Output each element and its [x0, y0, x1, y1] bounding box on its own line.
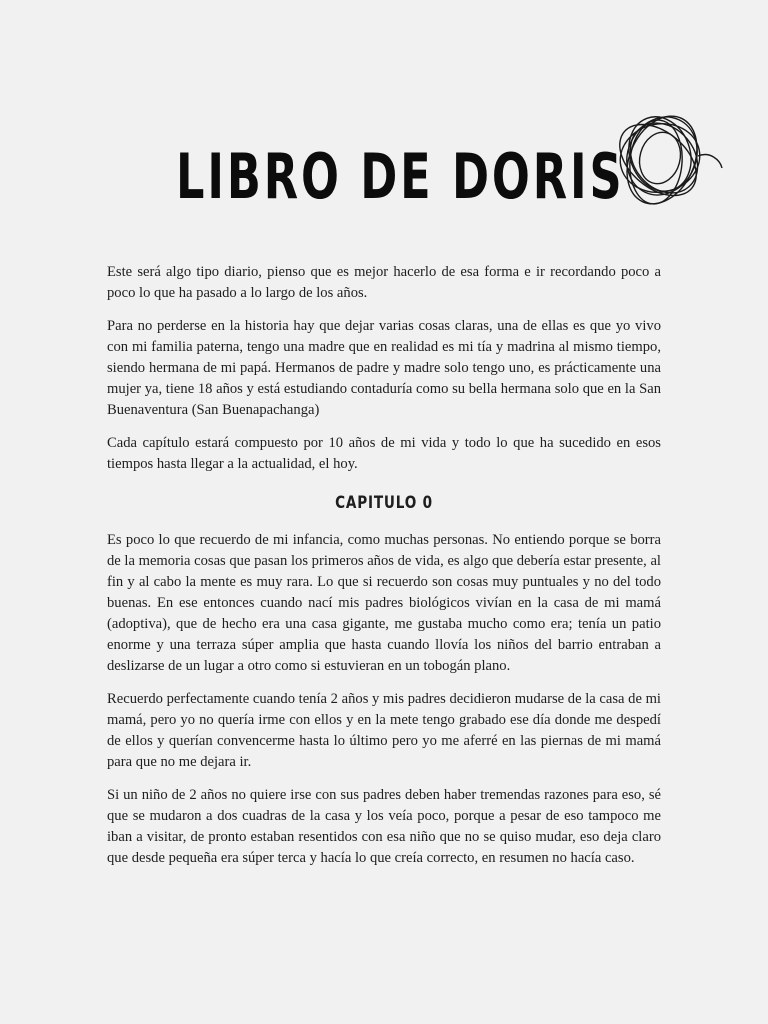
chapter-paragraph-2: Recuerdo perfectamente cuando tenía 2 años y mis padres decidieron mudarse de la casa de mi mamá, pero yo no quería irme con ellos y en la mete tengo grabado ese día donde me despedí de ellos y querían convencerme hasta lo último pero yo me aferré en las piernas de mi mamá para que no me dejara ir.: [107, 691, 661, 770]
intro-paragraph-1: Este será algo tipo diario, pienso que es mejor hacerlo de esa forma e ir recordando poco a poco lo que ha pasado a lo largo de los años.: [107, 264, 661, 301]
intro-paragraph-3: Cada capítulo estará compuesto por 10 años de mi vida y todo lo que ha sucedido en esos tiempos hasta llegar a la actualidad, el hoy.: [107, 435, 661, 472]
chapter-paragraph-1: Es poco lo que recuerdo de mi infancia, como muchas personas. No entiendo porque se borra de la memoria cosas que pasan los primeros años de vida, es algo que debería estar presente, al fin y al cabo la mente es muy rara. Lo que si recuerdo son cosas muy puntuales y no del todo buenas. En ese entonces cuando nací mis padres biológicos vivían en la casa de mi mamá (adoptiva), que de hecho era una casa gigante, me gustaba mucho como era; tenía un patio enorme y una terraza súper amplia que hasta cuando llovía los niños del barrio entraban a deslizarse de un lugar a otro como si estuvieran en un tobogán plano.: [107, 532, 661, 674]
chapter-heading: CAPITULO 0: [335, 493, 433, 513]
chapter-paragraph-3: Si un niño de 2 años no quiere irse con sus padres deben haber tremendas razones para eso, sé que se mudaron a dos cuadras de la casa y los veía poco, porque a pesar de eso tampoco me iban a visitar, de pronto estaban resentidos con esa niño que no se quiso mudar, eso deja claro que desde pequeña era súper terca y hacía lo que creía correcto, en resumen no hacía caso.: [107, 787, 661, 866]
intro-paragraph-2: Para no perderse en la historia hay que dejar varias cosas claras, una de ellas es que yo vivo con mi familia paterna, tengo una madre que en realidad es mi tía y madrina al mismo tiempo, siendo hermana de mi papá. Hermanos de padre y madre solo tengo uno, es prácticamente una mujer ya, tiene 18 años y está estudiando contaduría como su bella hermana solo que en la San Buenaventura (San Buenapachanga): [107, 318, 661, 418]
page-title: LIBRO DE DORIS: [176, 139, 625, 213]
document-body: [107, 262, 661, 881]
scribble-icon: [598, 96, 738, 226]
